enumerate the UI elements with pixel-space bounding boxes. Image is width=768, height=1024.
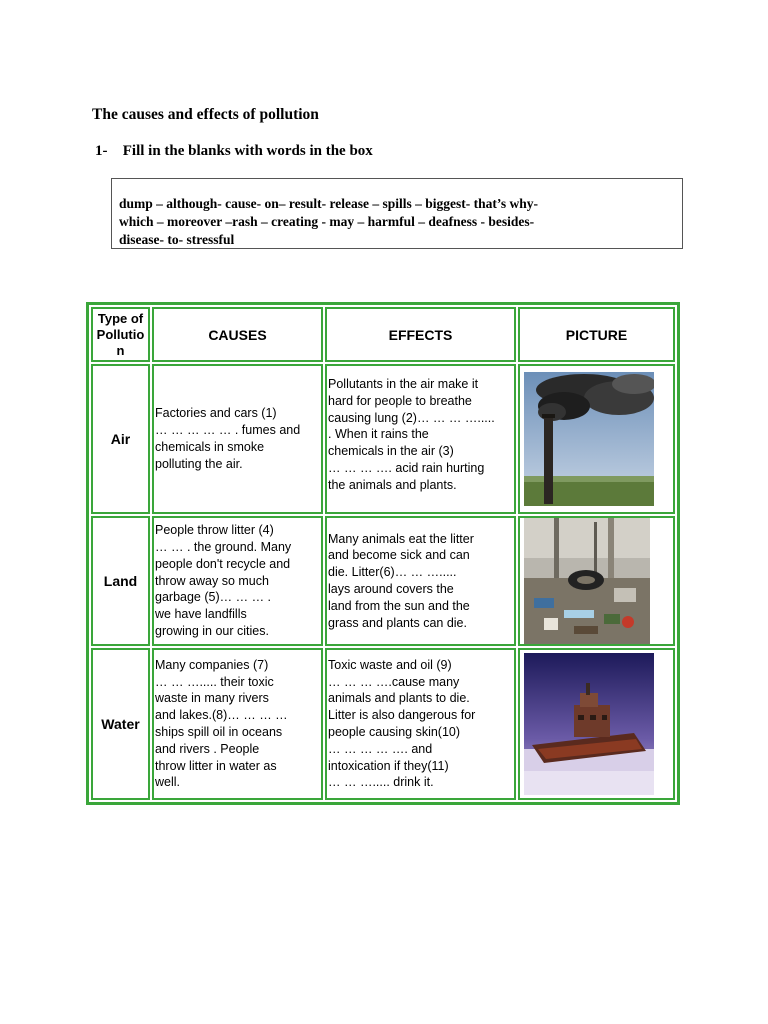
- water-causes-line: and rivers . People: [155, 741, 260, 756]
- air-picture-cell: [518, 364, 675, 514]
- air-effects-line: … … … …. acid rain hurting: [328, 460, 485, 475]
- water-effects-line: … … … … …. and: [328, 741, 433, 756]
- land-causes-line: we have landfills: [155, 607, 247, 622]
- smokestack-pollution-photo: [524, 372, 654, 506]
- page-title: The causes and effects of pollution: [92, 106, 319, 123]
- land-picture-cell: [518, 516, 675, 646]
- word-box-line: disease- to- stressful: [119, 232, 235, 247]
- land-causes-line: people don't recycle and: [155, 556, 291, 571]
- water-causes-line: throw litter in water as: [155, 758, 277, 773]
- air-effects-line: the animals and plants.: [328, 477, 457, 492]
- water-causes-line: … … …..... their toxic: [155, 674, 274, 689]
- rusted-shipwreck-photo: [524, 653, 654, 795]
- air-effects-line: hard for people to breathe: [328, 393, 472, 408]
- row-type-air: Air: [91, 364, 150, 514]
- air-effects-line: causing lung (2)… … … ….....: [328, 410, 495, 425]
- exercise-instruction-text: Fill in the blanks with words in the box: [122, 143, 373, 159]
- header-type: Type of Pollution: [91, 307, 150, 362]
- land-causes-line: … … . the ground. Many: [155, 540, 292, 554]
- water-effects-line: … … … ….cause many: [328, 674, 460, 689]
- land-effects-line: grass and plants can die.: [328, 615, 467, 630]
- table-row: [91, 516, 675, 646]
- water-effects-line: people causing skin(10): [328, 725, 461, 739]
- air-causes-line: Factories and cars (1): [155, 406, 277, 421]
- water-causes-cell: [152, 648, 323, 800]
- air-causes-cell: [152, 364, 323, 514]
- table-row: [91, 648, 675, 800]
- water-effects-line: Toxic waste and oil (9): [328, 657, 452, 672]
- air-causes-line: chemicals in smoke: [155, 440, 265, 454]
- land-effects-line: and become sick and can: [328, 548, 470, 563]
- header-causes: CAUSES: [152, 307, 323, 362]
- header-picture: PICTURE: [518, 307, 675, 362]
- pollution-table: [86, 302, 680, 805]
- water-picture-cell: [518, 648, 675, 800]
- header-effects: EFFECTS: [325, 307, 516, 362]
- land-causes-cell: [152, 516, 323, 646]
- air-effects-line: . When it rains the: [328, 427, 429, 442]
- land-effects-line: Many animals eat the litter: [328, 531, 474, 546]
- water-causes-line: Many companies (7): [155, 657, 269, 672]
- air-effects-line: chemicals in the air (3): [328, 444, 454, 459]
- land-causes-line: People throw litter (4): [155, 523, 274, 538]
- word-box-line: which – moreover –rash – creating - may – harmful – deafness - besides-: [119, 214, 535, 229]
- exercise-number: 1-: [95, 143, 108, 159]
- land-causes-line: growing in our cities.: [155, 623, 269, 638]
- word-box-line: dump – although- cause- on– result- release – spills – biggest- that’s why-: [119, 196, 539, 211]
- water-causes-line: and lakes.(8)… … … …: [155, 708, 288, 723]
- air-causes-line: polluting the air.: [155, 456, 243, 471]
- land-causes-line: throw away so much: [155, 573, 269, 588]
- word-box: [111, 178, 683, 249]
- water-causes-line: ships spill oil in oceans: [155, 725, 283, 739]
- land-effects-line: lays around covers the: [328, 582, 454, 596]
- air-effects-line: Pollutants in the air make it: [328, 377, 479, 391]
- row-type-land: Land: [91, 516, 150, 646]
- land-effects-line: land from the sun and the: [328, 598, 470, 613]
- land-effects-line: die. Litter(6)… … ….....: [328, 565, 457, 580]
- water-effects-line: animals and plants to die.: [328, 691, 470, 706]
- water-effects-line: Litter is also dangerous for: [328, 708, 476, 723]
- water-effects-cell: [325, 648, 516, 800]
- land-effects-cell: [325, 516, 516, 646]
- air-effects-cell: [325, 364, 516, 514]
- exercise-instruction: [95, 143, 373, 160]
- water-causes-line: well.: [155, 775, 181, 790]
- row-type-water: Water: [91, 648, 150, 800]
- land-causes-line: garbage (5)… … … .: [155, 590, 272, 605]
- table-header-row: [91, 307, 675, 362]
- water-causes-line: waste in many rivers: [155, 691, 269, 706]
- garbage-landfill-photo: [524, 518, 650, 644]
- air-causes-line: … … … … … . fumes and: [155, 423, 301, 438]
- water-effects-line: intoxication if they(11): [328, 758, 449, 773]
- water-effects-line: … … …..... drink it.: [328, 775, 434, 790]
- table-row: [91, 364, 675, 514]
